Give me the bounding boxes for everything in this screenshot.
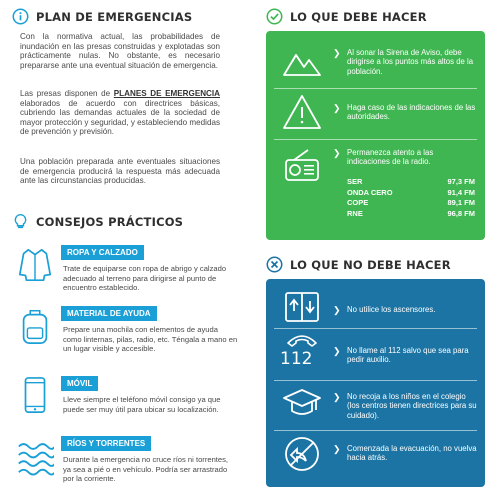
advice-text: Trate de equiparse con ropa de abrigo y calzado adecuado al terreno para dirigirse al punto de encuentro establecido. [63,264,227,292]
advice-label: ROPA Y CALZADO [61,245,144,260]
debe-heading [266,8,427,25]
warning-icon [282,93,322,131]
chevron-right-icon: ❯ [333,103,341,113]
radio-icon [282,147,322,185]
debe-panel [266,31,485,240]
plan-heading [12,8,192,25]
phone-112-icon [282,331,322,349]
chevron-right-icon: ❯ [333,48,341,58]
lightbulb-icon [12,213,29,230]
check-circle-icon [266,8,283,25]
mountain-icon [282,43,322,81]
advice-item-ropa [16,245,232,305]
emergency-number: 112 [280,349,313,369]
radio-row: RNE 96,8 FM [347,208,475,218]
mobile-phone-icon [16,376,54,416]
divider [274,430,477,431]
radio-row: COPE 89,1 FM [347,198,475,207]
advice-item-movil [16,376,232,436]
chevron-right-icon: ❯ [333,148,341,158]
chevron-right-icon: ❯ [333,444,341,454]
debe-text: Al sonar la Sirena de Aviso, debe dirigirse a los puntos más altos de la población. [347,48,474,76]
radio-row: SER 97,3 FM [347,177,475,186]
divider [274,139,477,140]
plan-paragraph-1: Con la normativa actual, las probabilidades de inundación en las presas construidas y explotadas son prácticamente nulas. No obstante, es necesario prepararse ante una eventual situación de emergencia. [20,32,220,70]
consejos-title: CONSEJOS PRÁCTICOS [36,214,184,229]
info-icon [12,8,29,25]
backpack-icon [16,306,54,346]
plan-title: PLAN DE EMERGENCIAS [36,9,193,24]
advice-text: Lleve siempre el teléfono móvil consigo ya que puede ser muy útil para ubicar su localización. [63,395,221,414]
no-debe-text: No utilice los ascensores. [347,305,436,314]
advice-label: MÓVIL [61,376,98,391]
no-debe-heading [266,256,451,273]
chevron-right-icon: ❯ [333,305,341,315]
plan-paragraph-3: Una población preparada ante eventuales situaciones de emergencia producirá la respuesta más adecuada ante las circunstancias producidas. [20,157,220,186]
consejos-heading [12,213,183,230]
chevron-right-icon: ❯ [333,346,341,356]
no-debe-panel [266,279,485,487]
advice-label: MATERIAL DE AYUDA [61,306,157,321]
no-debe-text: No llame al 112 salvo que sea para pedir auxilio. [347,346,469,365]
no-debe-text: Comenzada la evacuación, no vuelva hacia atrás. [347,444,477,463]
chevron-right-icon: ❯ [333,392,341,402]
elevator-icon [282,289,322,327]
no-debe-title: LO QUE NO DEBE HACER [290,257,451,272]
no-go-back-icon [282,435,322,473]
advice-item-material [16,306,238,366]
no-debe-text: No recoja a los niños en el colegio (los centros tienen directrices para su cuidado). [347,392,477,420]
divider [274,380,477,381]
jacket-icon [16,245,54,285]
advice-text: Prepare una mochila con elementos de ayuda como linternas, pilas, radio, etc. Téngala a mano en un lugar visible y accesible. [63,325,238,353]
planes-emergencia-link[interactable]: PLANES DE EMERGENCIA [113,89,221,98]
debe-text: Haga caso de las indicaciones de las autoridades. [347,103,476,122]
advice-label: RÍOS Y TORRENTES [61,436,151,451]
radio-row: ONDA CERO 91,4 FM [347,187,475,197]
x-circle-icon [266,256,283,273]
divider [274,328,477,329]
graduation-cap-icon [282,384,322,422]
radio-frequencies [347,177,475,219]
debe-title: LO QUE DEBE HACER [290,9,427,24]
debe-text: Permanezca atento a las indicaciones de la radio. [347,148,434,167]
advice-item-rios [16,436,232,491]
advice-text: Durante la emergencia no cruce ríos ni torrentes, ya sea a pié o en vehículo. Podría ser arrastrado por la corriente. [63,455,229,483]
waves-icon [16,436,54,476]
plan-paragraph-2: Las presas disponen de PLANES DE EMERGENCIA elaborados de acuerdo con directrices básicas, cubriendo las demandas actuales de la sociedad de mayor protección y seguridad, y estableciendo medidas de prevención y previsión. [20,89,221,137]
divider [274,88,477,89]
